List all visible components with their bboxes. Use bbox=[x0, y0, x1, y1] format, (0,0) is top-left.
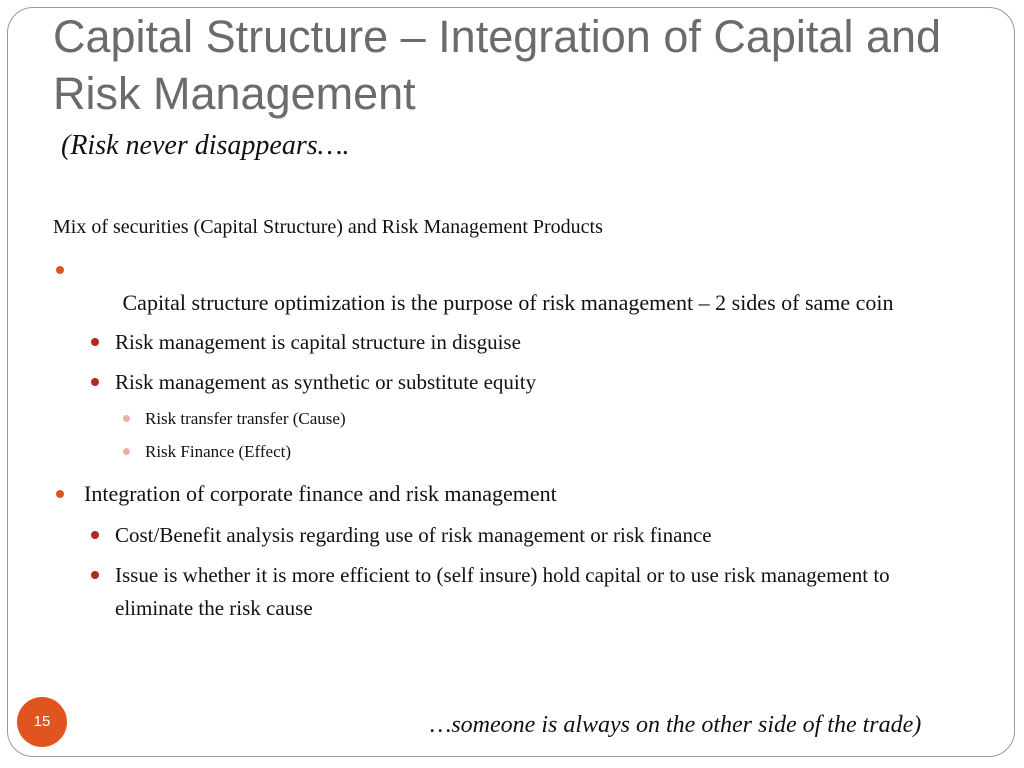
bullet-item-risk-management-disguise bbox=[115, 326, 521, 359]
bullet-text: Risk management as synthetic or substitute equity bbox=[115, 370, 537, 394]
bullet-text: Cost/Benefit analysis regarding use of risk management or risk finance bbox=[115, 523, 712, 547]
bullet-item-self-insure bbox=[115, 559, 915, 625]
bullet-dot-level2 bbox=[91, 571, 99, 579]
bullet-item-risk-finance bbox=[145, 440, 291, 464]
slide-title: Capital Structure – Integration of Capital and Risk Management bbox=[53, 11, 942, 119]
footer-note: …someone is always on the other side of the trade) bbox=[430, 712, 922, 738]
bullet-text: Integration of corporate finance and risk management bbox=[84, 481, 557, 506]
bullet-dot-level3 bbox=[123, 448, 130, 455]
bullet-text: Risk transfer transfer (Cause) bbox=[145, 409, 346, 428]
bullet-text: Capital structure optimization is the purpose of risk management – 2 sides of same coin bbox=[106, 290, 894, 315]
bullet-text: Risk Finance (Effect) bbox=[145, 442, 292, 461]
bullet-item-cost-benefit bbox=[115, 519, 712, 552]
bullet-text: Issue is whether it is more efficient to (self insure) hold capital or to use risk management to eliminate the risk cause bbox=[115, 563, 890, 620]
bullet-text: Risk management is capital structure in disguise bbox=[115, 330, 521, 354]
bullet-dot-level2 bbox=[91, 338, 99, 346]
bullet-dot-level1 bbox=[56, 266, 64, 274]
bullet-dot-level2 bbox=[91, 531, 99, 539]
bullet-dot-level1 bbox=[56, 490, 64, 498]
bullet-item-synthetic-equity bbox=[115, 366, 536, 399]
intro-text: Mix of securities (Capital Structure) and Risk Management Products bbox=[53, 216, 603, 238]
slide-subtitle: (Risk never disappears…. bbox=[61, 130, 350, 161]
bullet-item-integration bbox=[84, 477, 557, 510]
bullet-dot-level3 bbox=[123, 415, 130, 422]
page-number-badge: 15 bbox=[17, 697, 67, 747]
bullet-item-risk-transfer bbox=[145, 407, 346, 431]
bullet-dot-level2 bbox=[91, 378, 99, 386]
